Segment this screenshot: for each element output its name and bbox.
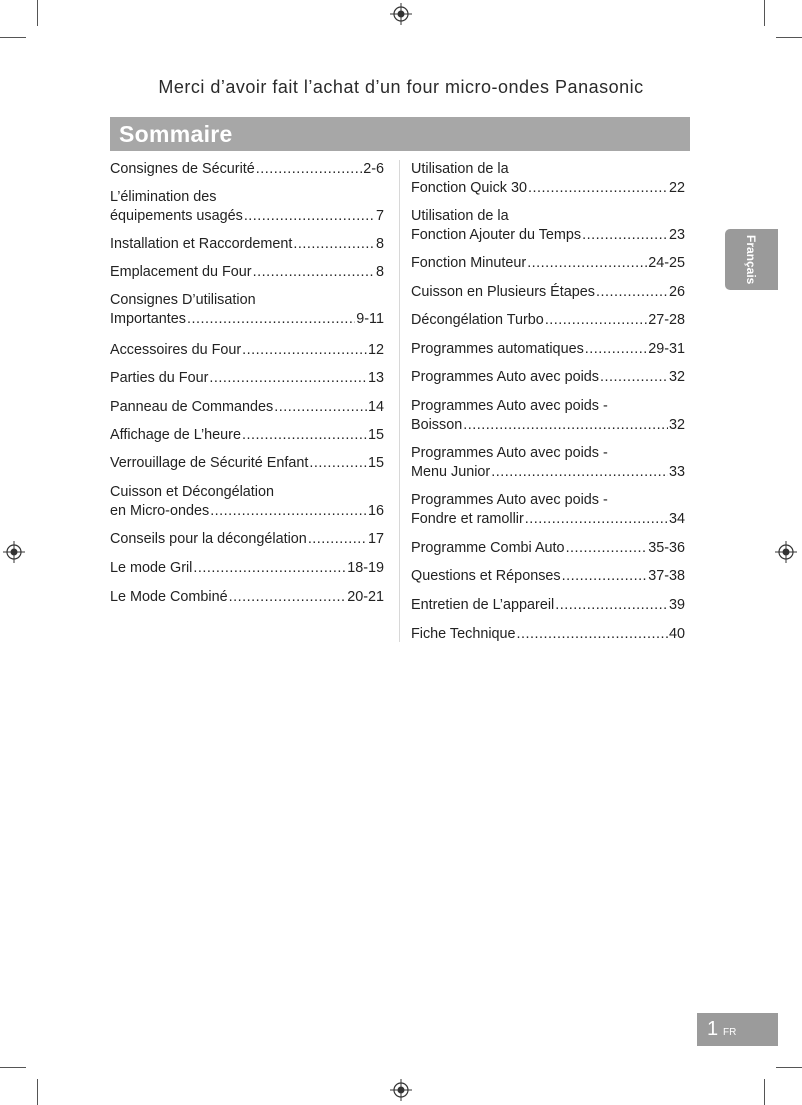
toc-entry [411, 160, 685, 198]
toc-entry [110, 263, 384, 282]
dot-leader [187, 310, 355, 329]
toc-entry-title: Emplacement du Four [110, 264, 252, 280]
page-number: 1 [707, 1018, 719, 1040]
toc-page-number: 37-38 [648, 568, 685, 584]
toc-entry-text: Cuisson et Décongélation [110, 484, 274, 500]
toc-entry-title: Importantes [110, 311, 186, 327]
toc-page-number: 14 [367, 399, 384, 415]
toc-page-number: 17 [367, 531, 384, 547]
toc-entry-title: Entretien de L’appareil [411, 597, 555, 613]
toc-entry [411, 207, 685, 245]
toc-entry [411, 539, 685, 558]
toc-entry [110, 369, 384, 388]
toc-entry-row [411, 463, 685, 482]
crop-mark-top-right-h [776, 37, 802, 38]
toc-entry-row [411, 368, 685, 387]
toc-page-number: 34 [668, 511, 685, 527]
toc-entry-title: Affichage de L’heure [110, 427, 241, 443]
toc-entry-row [411, 311, 685, 330]
crop-mark-bottom-right-h [776, 1067, 802, 1068]
toc-entry-row [110, 207, 384, 226]
toc-entry-row [411, 254, 685, 273]
toc-entry-title: Le Mode Combiné [110, 589, 228, 605]
toc-entry [110, 160, 384, 179]
dot-leader [256, 160, 362, 179]
dot-leader [545, 311, 647, 330]
registration-mark-icon [775, 541, 797, 563]
toc-page-number: 35-36 [648, 540, 685, 556]
toc-page-number: 33 [668, 464, 685, 480]
toc-entry-title: Programmes automatiques [411, 341, 584, 357]
dot-leader [309, 454, 367, 473]
toc-page-number: 8 [375, 236, 384, 252]
toc-entry-row [110, 502, 384, 521]
registration-mark-icon [3, 541, 25, 563]
toc-entry-row [110, 559, 384, 578]
toc-entry-row [411, 416, 685, 435]
toc-entry [411, 368, 685, 387]
dot-leader [210, 502, 367, 521]
toc-entry-title: Panneau de Commandes [110, 399, 274, 415]
registration-mark-icon [390, 3, 412, 25]
toc-entry-row [110, 160, 384, 179]
toc-entry [411, 397, 685, 435]
toc-page-number: 22 [668, 180, 685, 196]
toc-entry-title: Accessoires du Four [110, 342, 242, 358]
toc-entry-title: Fiche Technique [411, 626, 516, 642]
dot-leader [555, 596, 668, 615]
toc-entry-row [411, 596, 685, 615]
crop-mark-bottom-left-h [0, 1067, 26, 1068]
toc-entry-title: Fonction Ajouter du Temps [411, 227, 582, 243]
language-tab-label: Français [744, 235, 758, 285]
toc-entry-text: Utilisation de la [411, 161, 509, 177]
toc-entry-title: Parties du Four [110, 370, 209, 386]
toc-entry-row [110, 310, 384, 329]
toc-entry-title: Conseils pour la décongélation [110, 531, 307, 547]
toc-entry-row [411, 567, 685, 586]
dot-leader [527, 254, 647, 273]
toc-entry-title: Menu Junior [411, 464, 491, 480]
toc-entry-title: Décongélation Turbo [411, 312, 544, 328]
toc-entry [110, 483, 384, 521]
toc-entry-row [110, 454, 384, 473]
toc-entry-text: Consignes D’utilisation [110, 292, 256, 308]
dot-leader [600, 368, 668, 387]
toc-entry-row [411, 510, 685, 529]
section-banner [110, 117, 690, 151]
toc-entry [411, 340, 685, 359]
toc-entry-title: Boisson [411, 417, 463, 433]
toc-page-number: 27-28 [648, 312, 685, 328]
toc-entry-row [110, 235, 384, 254]
toc-page-number: 18-19 [347, 560, 384, 576]
toc-entry-row [411, 283, 685, 302]
dot-leader [244, 207, 375, 226]
toc-entry [411, 596, 685, 615]
toc-entry [411, 311, 685, 330]
dot-leader [566, 539, 648, 558]
toc-entry-title: Programmes Auto avec poids [411, 369, 599, 385]
toc-entry-title: Fonction Minuteur [411, 255, 527, 271]
toc-entry-text: Programmes Auto avec poids - [411, 445, 608, 461]
page-lang-code: FR [723, 1027, 737, 1038]
toc-page-number: 7 [375, 208, 384, 224]
column-divider [399, 160, 400, 642]
dot-leader [596, 283, 668, 302]
toc-page-number: 23 [668, 227, 685, 243]
dot-leader [517, 625, 668, 644]
toc-entry-row [110, 341, 384, 360]
toc-entry-title: Le mode Gril [110, 560, 193, 576]
toc-page-number: 39 [668, 597, 685, 613]
toc-entry-row [110, 530, 384, 549]
dot-leader [463, 416, 668, 435]
toc-entry [411, 283, 685, 302]
toc-page-number: 20-21 [347, 589, 384, 605]
toc-entry-row [411, 539, 685, 558]
dot-leader [491, 463, 668, 482]
toc-entry-title: Cuisson en Plusieurs Étapes [411, 284, 595, 300]
dot-leader [242, 341, 367, 360]
toc-entry [411, 254, 685, 273]
toc-entry [110, 454, 384, 473]
toc-page-number: 9-11 [356, 311, 384, 327]
toc-entry-title: Programme Combi Auto [411, 540, 565, 556]
toc-entry-row [411, 226, 685, 245]
toc-entry-title: Fonction Quick 30 [411, 180, 527, 196]
toc-entry [110, 291, 384, 329]
toc-entry [110, 235, 384, 254]
toc-entry-text: Utilisation de la [411, 208, 509, 224]
toc-entry-title: Installation et Raccordement [110, 236, 293, 252]
crop-mark-top-left-h [0, 37, 26, 38]
toc-page-number: 8 [375, 264, 384, 280]
toc-entry-title: Questions et Réponses [411, 568, 561, 584]
toc-entry [110, 588, 384, 607]
toc-page-number: 2-6 [363, 161, 384, 177]
toc-page-number: 13 [367, 370, 384, 386]
toc-page-number: 24-25 [648, 255, 685, 271]
registration-mark-icon [390, 1079, 412, 1101]
toc-entry-title: équipements usagés [110, 208, 243, 224]
toc-entry-row [411, 340, 685, 359]
crop-mark-bottom-left-v [37, 1079, 38, 1105]
toc-entry [411, 567, 685, 586]
section-title: Sommaire [119, 121, 233, 147]
toc-page-number: 32 [668, 417, 685, 433]
dot-leader [528, 179, 668, 198]
toc-entry-title: Fondre et ramollir [411, 511, 524, 527]
toc-entry [411, 444, 685, 482]
toc-entry [110, 426, 384, 445]
toc-entry [110, 341, 384, 360]
toc-entry [411, 625, 685, 644]
dot-leader [308, 530, 367, 549]
toc-entry-row [411, 625, 685, 644]
toc-page-number: 15 [367, 427, 384, 443]
toc-entry-text: L’élimination des [110, 189, 217, 205]
crop-mark-bottom-right-v [764, 1079, 765, 1105]
dot-leader [582, 226, 668, 245]
crop-mark-top-right-v [764, 0, 765, 26]
toc-entry-row [110, 263, 384, 282]
toc-entry-row [411, 179, 685, 198]
dot-leader [193, 559, 346, 578]
dot-leader [229, 588, 347, 607]
toc-page-number: 16 [367, 503, 384, 519]
dot-leader [293, 235, 375, 254]
toc-entry-row [110, 398, 384, 417]
toc-entry-title: Consignes de Sécurité [110, 161, 255, 177]
dot-leader [242, 426, 367, 445]
toc-entry-text: Programmes Auto avec poids - [411, 492, 608, 508]
dot-leader [274, 398, 367, 417]
toc-entry [110, 559, 384, 578]
dot-leader [585, 340, 647, 359]
toc-entry-text: Programmes Auto avec poids - [411, 398, 608, 414]
toc-entry [110, 188, 384, 226]
toc-page-number: 32 [668, 369, 685, 385]
toc-page-number: 40 [668, 626, 685, 642]
dot-leader [525, 510, 668, 529]
crop-mark-top-left-v [37, 0, 38, 26]
toc-entry [411, 491, 685, 529]
toc-entry-row [110, 426, 384, 445]
dot-leader [253, 263, 375, 282]
toc-page-number: 29-31 [648, 341, 685, 357]
toc-page-number: 26 [668, 284, 685, 300]
page-number-box [697, 1013, 778, 1046]
toc-entry-title: en Micro-ondes [110, 503, 210, 519]
toc-entry-row [110, 369, 384, 388]
dot-leader [562, 567, 648, 586]
toc-entry [110, 530, 384, 549]
toc-page-number: 12 [367, 342, 384, 358]
toc-entry-title: Verrouillage de Sécurité Enfant [110, 455, 309, 471]
toc-page-number: 15 [367, 455, 384, 471]
toc-entry [110, 398, 384, 417]
page-tagline: Merci d’avoir fait l’achat d’un four micro-ondes Panasonic [158, 77, 644, 97]
toc-entry-row [110, 588, 384, 607]
dot-leader [209, 369, 367, 388]
